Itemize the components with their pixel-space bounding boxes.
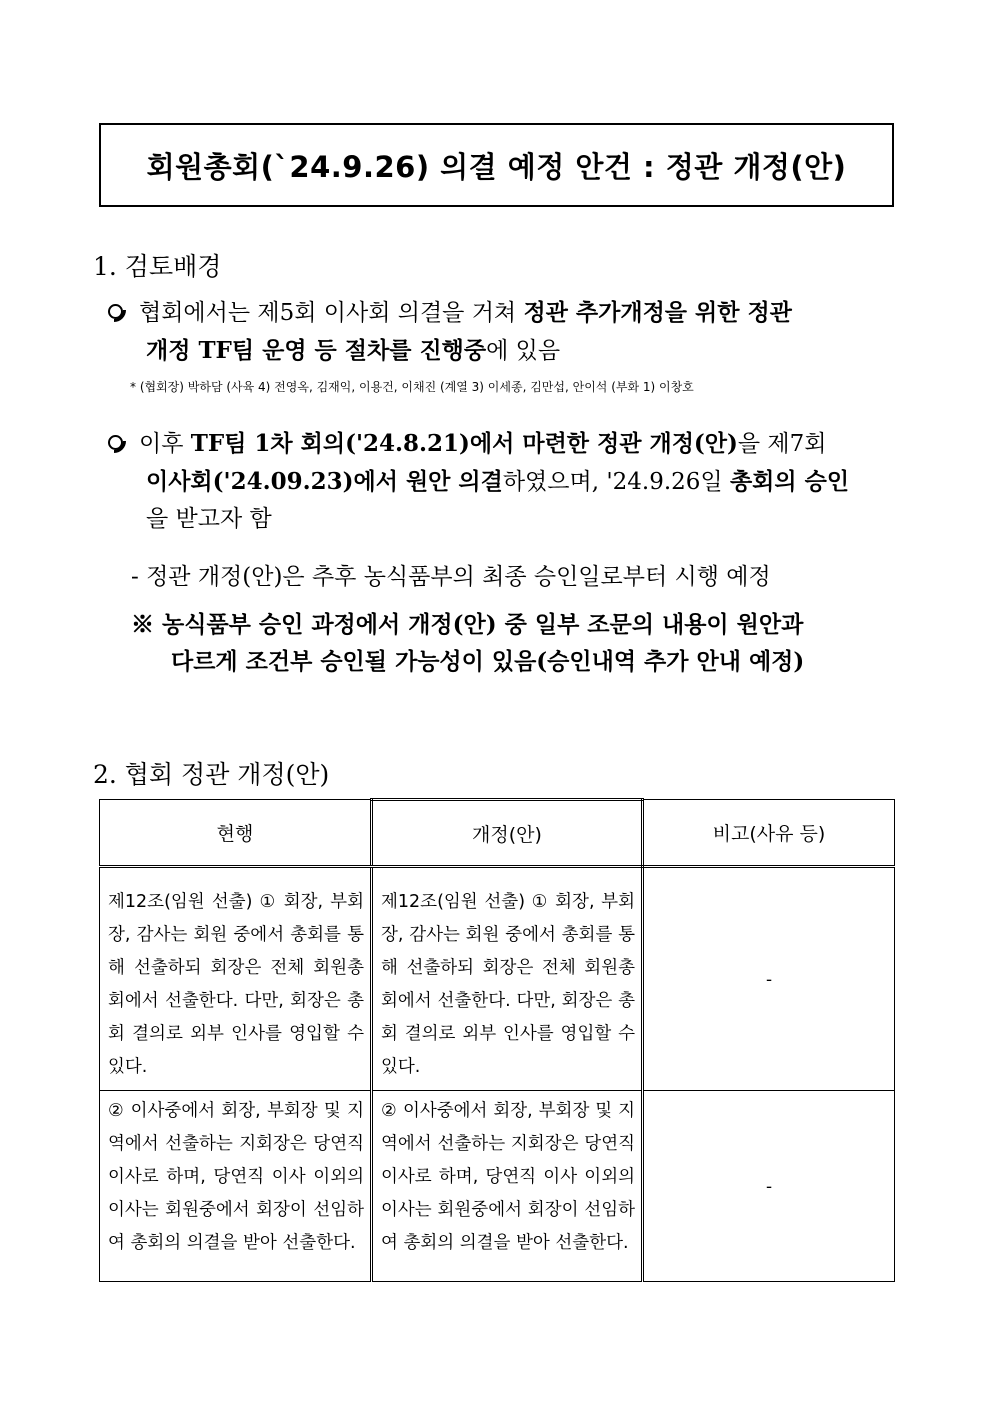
dash-item: - 정관 개정(안)은 추후 농식품부의 최종 승인일로부터 시행 예정 (131, 564, 771, 590)
bullet-2-text-b: TF팀 1차 회의('24.8.21)에서 마련한 정관 개정(안) (190, 430, 738, 457)
bullet-icon (108, 435, 123, 450)
header-current: 현행 (100, 800, 372, 867)
bullet-icon (108, 304, 123, 319)
bullet-1-text-d: 에 있음 (486, 338, 561, 364)
bullet-2-text-a: 이후 (139, 431, 191, 457)
current-text: 제12조(임원 선출) ① 회장, 부회장, 감사는 회원 중에서 총회를 통해 선출하되 회장은 전체 회원총회에서 선출한다. 다만, 회장은 총회 결의로 외부 인사를 영입할 수 있다. (108, 892, 364, 1077)
bullet-1-text-a: 협회에서는 제5회 이사회 의결을 거쳐 (139, 300, 524, 326)
table-row (100, 1091, 895, 1282)
title-box (99, 123, 894, 207)
remark-text: - (643, 1091, 895, 1282)
bullet-2-text-g: 을 받고자 함 (146, 506, 272, 532)
document-title: 회원총회(`24.9.26) 의결 예정 안건 : 정관 개정(안) (146, 149, 847, 184)
warning-note (131, 606, 804, 680)
bullet-2-text-c: 을 제7회 (737, 431, 827, 457)
bullet-1-text-c: 개정 TF팀 운영 등 절차를 진행중 (146, 337, 487, 364)
bullet-2-text-f: 총회의 승인 (729, 468, 850, 495)
header-remark: 비고(사유 등) (643, 800, 895, 867)
bullet-1 (108, 294, 898, 370)
section-2-heading: 2. 협회 정관 개정(안) (93, 760, 330, 789)
section-1-heading: 1. 검토배경 (93, 252, 222, 281)
table-row (100, 867, 895, 1091)
revised-text: ② 이사중에서 회장, 부회장 및 지역에서 선출하는 지회장은 당연직 이사로 하며, 당연직 이사 이외의 이사는 회원중에서 회장이 선임하여 총회의 의결을 받아 선출한다. (381, 1101, 635, 1253)
bullet-2-text-e: 하였으며, '24.9.26일 (502, 469, 730, 495)
remark-text: - (643, 867, 895, 1091)
bullet-2 (108, 425, 898, 538)
bullet-2-text-d: 이사회('24.09.23)에서 원안 의결 (146, 468, 503, 495)
bullet-1-text-b: 정관 추가개정을 위한 정관 (523, 299, 792, 326)
revision-table (99, 798, 895, 1282)
reference-mark-icon: ※ (131, 611, 154, 638)
warning-line-2: 다르게 조건부 승인될 가능성이 있음(승인내역 추가 안내 예정) (171, 648, 805, 675)
warning-line-1: 농식품부 승인 과정에서 개정(안) 중 일부 조문의 내용이 원안과 (162, 611, 804, 638)
table-header-row (100, 800, 895, 867)
header-revised: 개정(안) (372, 800, 643, 867)
revised-text: 제12조(임원 선출) ① 회장, 부회장, 감사는 회원 중에서 총회를 통해 선출하되 회장은 전체 회원총회에서 선출한다. 다만, 회장은 총회 결의로 외부 인사를 영입할 수 있다. (381, 892, 635, 1077)
note-footnote: * (협회장) 박하담 (사육 4) 전영옥, 김재익, 이용건, 이채진 (계열 3) 이세종, 김만섭, 안이석 (부화 1) 이창호 (130, 380, 694, 394)
current-text: ② 이사중에서 회장, 부회장 및 지역에서 선출하는 지회장은 당연직 이사로 하며, 당연직 이사 이외의 이사는 회원중에서 회장이 선임하여 총회의 의결을 받아 선출한다. (108, 1101, 364, 1253)
